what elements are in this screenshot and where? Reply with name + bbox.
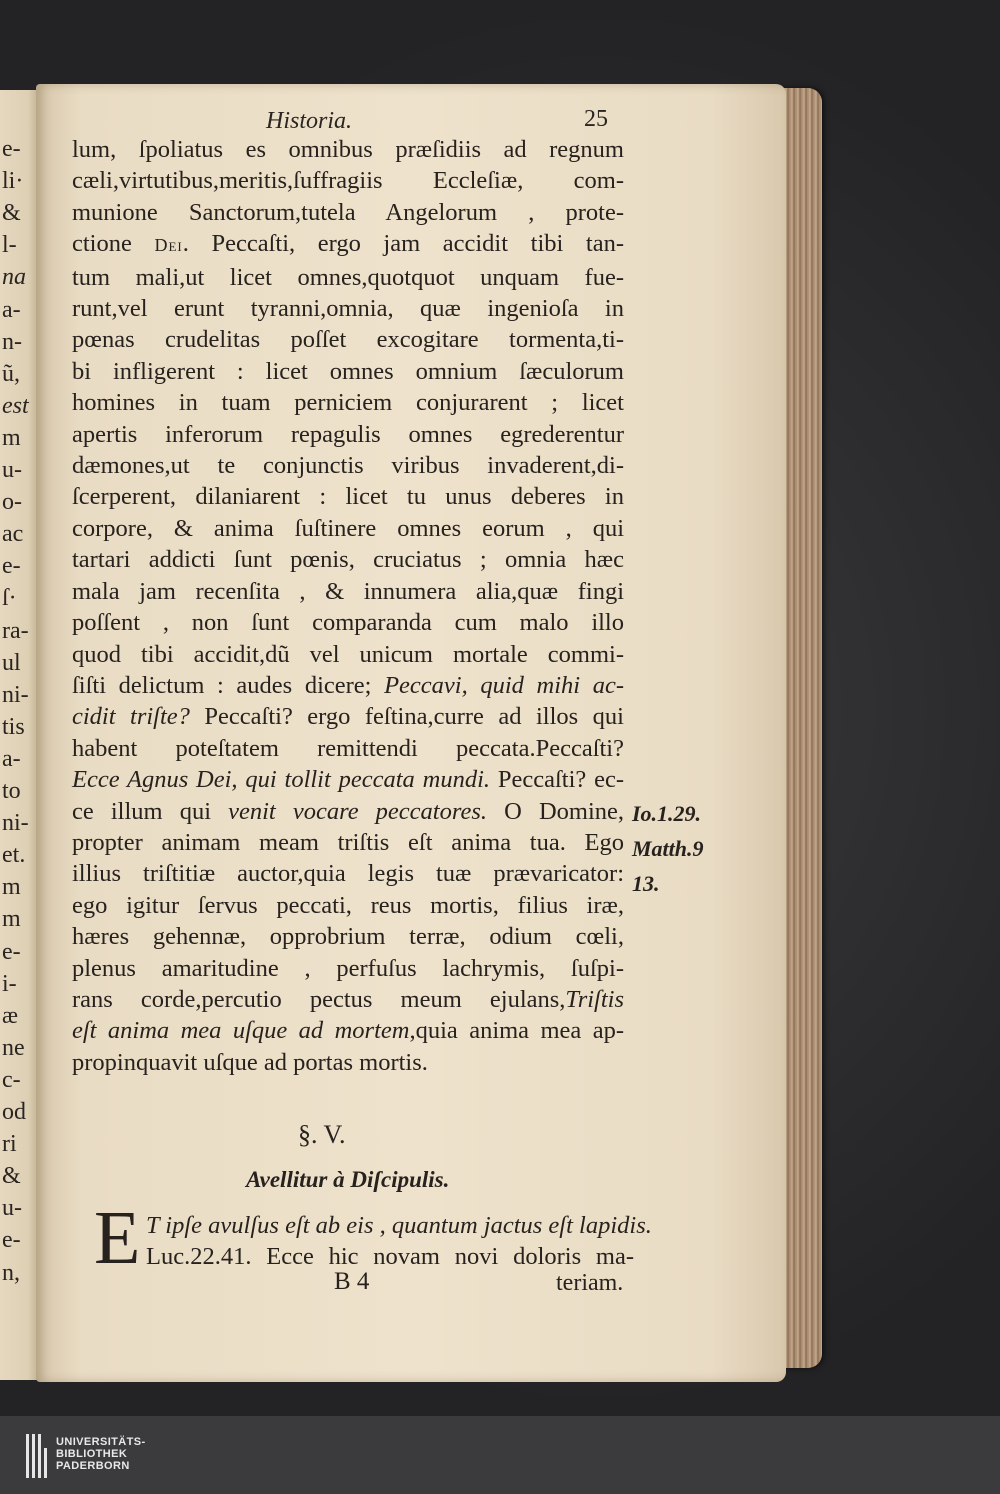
left-page-fragment: ũ,: [2, 360, 20, 387]
text-line: [72, 356, 624, 387]
text-segment: Peccaſti? ergo feſtina,curre ad illos qui: [189, 703, 624, 731]
left-page-fragment: i-: [2, 970, 17, 997]
running-head: Historia.: [266, 108, 353, 134]
text-line: [72, 1015, 624, 1046]
left-page-fragment: u-: [2, 1195, 22, 1222]
text-line: [72, 576, 624, 607]
library-logo-icon: [26, 1434, 48, 1478]
left-page-fragment: o-: [2, 489, 22, 516]
footer-bar: [0, 1416, 1000, 1494]
text-segment: apertis inferorum repagulis omnes egrederentur: [72, 420, 624, 448]
section-title: Avellitur à Diſcipulis.: [246, 1167, 450, 1192]
left-page-fragment: e-: [2, 136, 21, 162]
text-segment: propter animam meam triſtis eſt anima tua. Ego: [72, 828, 624, 856]
text-segment: Dei: [154, 235, 183, 256]
text-line: [72, 607, 624, 638]
margin-note: Io.1.29.: [632, 801, 702, 826]
left-page-fragment: l-: [2, 232, 17, 259]
left-page-fragment: æ: [2, 1002, 19, 1029]
text-segment: Triſtis: [565, 985, 624, 1013]
left-page-fragment: m: [2, 424, 21, 451]
left-page-fragment: m: [2, 906, 21, 933]
text-segment: tum mali,ut licet omnes,quotquot unquam fue-: [72, 263, 624, 291]
left-page-fragment: li·: [2, 168, 24, 195]
text-segment: ce illum qui: [72, 797, 229, 825]
text-segment: eſt anima mea uſque ad mortem: [72, 1017, 410, 1045]
text-line: [72, 481, 624, 512]
text-line: [72, 827, 624, 858]
text-segment: mala jam recenſita , & innumera alia,quæ fingi: [72, 577, 624, 605]
text-line: [72, 228, 624, 261]
text-line: [72, 858, 624, 889]
text-segment: pœnas crudelitas poſſet excogitare tormenta,ti-: [72, 326, 624, 354]
text-line: [72, 953, 624, 984]
left-page-fragment: od: [2, 1099, 26, 1125]
logo-line: UNIVERSITÄTS-: [56, 1436, 146, 1448]
text-line: [72, 984, 624, 1015]
left-page-fragment: na: [2, 264, 26, 291]
text-line: [72, 670, 624, 701]
text-line: [72, 134, 624, 165]
catchword: teriam.: [556, 1270, 624, 1296]
text-segment: habent poteſtatem remittendi peccata.Peccaſti?: [72, 734, 624, 762]
text-line: [72, 921, 624, 952]
text-line: [72, 450, 624, 481]
text-segment: Luc.22.41. Ecce hic novam novi doloris ma-: [146, 1243, 634, 1271]
text-line: [72, 293, 624, 324]
logo-line: BIBLIOTHEK: [56, 1448, 128, 1460]
text-segment: corpore, & anima ſuſtinere omnes eorum , qui: [72, 514, 624, 542]
text-line: [146, 1210, 652, 1241]
text-segment: ſcerperent, dilaniarent : licet tu unus deberes in: [72, 483, 624, 511]
text-segment: quod tibi accidit,dũ vel unicum mortale commi-: [72, 640, 624, 668]
text-segment: munione Sanctorum,tutela Angelorum , prote-: [72, 198, 624, 226]
text-segment: lum, ſpoliatus es omnibus præſidiis ad regnum: [72, 136, 624, 163]
text-segment: hæres gehennæ, opprobrium terræ, odium cœli,: [72, 923, 624, 951]
text-line: [72, 1047, 624, 1078]
left-page-fragment: to: [2, 778, 21, 804]
logo-line: PADERBORN: [56, 1460, 130, 1472]
text-segment: ctione: [72, 230, 155, 258]
text-line: [72, 387, 624, 418]
left-page-fragment: c-: [2, 1066, 21, 1093]
left-page-fragment: est: [2, 392, 29, 419]
section-opening-text: [146, 1210, 652, 1273]
text-line: [72, 639, 624, 670]
text-segment: ego igitur ſervus peccati, reus mortis, filius iræ,: [72, 891, 624, 919]
signature-mark: B 4: [334, 1268, 370, 1295]
left-page-fragment: &: [2, 1163, 21, 1190]
left-page-fragment: ſ·: [2, 585, 17, 612]
text-line: [72, 544, 624, 575]
text-segment: propinquavit uſque ad portas mortis.: [72, 1048, 428, 1076]
text-line: [72, 419, 624, 450]
left-page-fragment: e-: [2, 553, 21, 580]
text-segment: Peccavi, quid mihi ac-: [384, 671, 624, 699]
text-segment: Peccaſti? ec-: [490, 766, 624, 794]
page-number: 25: [584, 106, 608, 132]
text-segment: dæmones,ut te conjunctis viribus invaderent,di-: [72, 452, 624, 480]
text-line: [72, 796, 624, 827]
left-page-fragment: ac: [2, 521, 24, 548]
text-line: [72, 701, 624, 732]
left-page-fragment: a-: [2, 745, 21, 772]
text-line: [72, 513, 624, 544]
left-page-fragment: et.: [2, 842, 26, 869]
body-text: [72, 134, 624, 1078]
left-page-fragment: u-: [2, 457, 22, 483]
text-line: [72, 262, 624, 293]
text-line: [72, 165, 624, 196]
margin-note: 13.: [632, 871, 660, 896]
text-segment: ,quia anima mea ap-: [409, 1017, 624, 1045]
left-page-fragment: e-: [2, 938, 21, 965]
text-line: [146, 1241, 634, 1272]
text-line: [72, 733, 624, 764]
text-line: [72, 890, 624, 921]
left-page-fragment: m: [2, 874, 21, 901]
text-line: [72, 197, 624, 228]
left-page-fragment: n-: [2, 328, 22, 355]
text-line: [72, 764, 624, 795]
text-segment: rans corde,percutio pectus meum ejulans,: [72, 985, 566, 1013]
text-segment: Ecce Agnus Dei, qui tollit peccata mundi.: [72, 766, 491, 794]
text-segment: O Domine,: [487, 797, 624, 825]
left-page-fragment: e-: [2, 1227, 21, 1254]
book-page: [36, 84, 786, 1382]
text-segment: venit vocare peccatores.: [228, 797, 488, 825]
text-segment: T ipſe avulſus eſt ab eis , quantum jactus eſt lapidis.: [146, 1212, 652, 1239]
left-page-fragment: a-: [2, 296, 21, 323]
left-page-fragment: ne: [2, 1034, 25, 1061]
text-segment: bi infligerent : licet omnes omnium ſæculorum: [72, 357, 624, 385]
margin-note: Matth.9: [632, 836, 704, 861]
left-page-fragment: ni-: [2, 681, 29, 708]
left-page-fragment: ul: [2, 649, 21, 676]
text-segment: runt,vel erunt tyranni,omnia, quæ ingenioſa in: [72, 295, 624, 323]
text-segment: . Peccaſti, ergo jam accidit tibi tan-: [182, 230, 624, 258]
margin-notes: [632, 796, 704, 901]
section-mark: §. V.: [298, 1120, 346, 1149]
left-page-fragment: ri: [2, 1131, 17, 1158]
text-line: [72, 324, 624, 355]
drop-cap: E: [94, 1196, 141, 1280]
left-page-fragment: &: [2, 200, 21, 227]
text-segment: illius triſtitiæ auctor,quia legis tuæ prævaricator:: [72, 860, 624, 888]
left-page-fragment: tis: [2, 713, 25, 740]
text-segment: ſiſti delictum : audes dicere;: [72, 671, 385, 699]
text-segment: plenus amaritudine , perfuſus lachrymis, ſuſpi-: [72, 954, 624, 982]
text-segment: tartari addicti ſunt pœnis, cruciatus ; omnia hæc: [72, 546, 624, 574]
text-segment: cæli,virtutibus,meritis,ſuffragiis Eccleſiæ, com-: [72, 167, 624, 195]
left-page-fragment: n,: [2, 1259, 20, 1286]
left-page-fragment: ni-: [2, 810, 29, 837]
left-page-fragment: ra-: [2, 617, 29, 644]
text-segment: cidit triſte?: [72, 703, 190, 731]
library-logo-text: [56, 1436, 146, 1472]
text-segment: homines in tuam perniciem conjurarent ; licet: [72, 389, 624, 417]
text-segment: poſſent , non ſunt comparanda cum malo illo: [72, 609, 624, 637]
